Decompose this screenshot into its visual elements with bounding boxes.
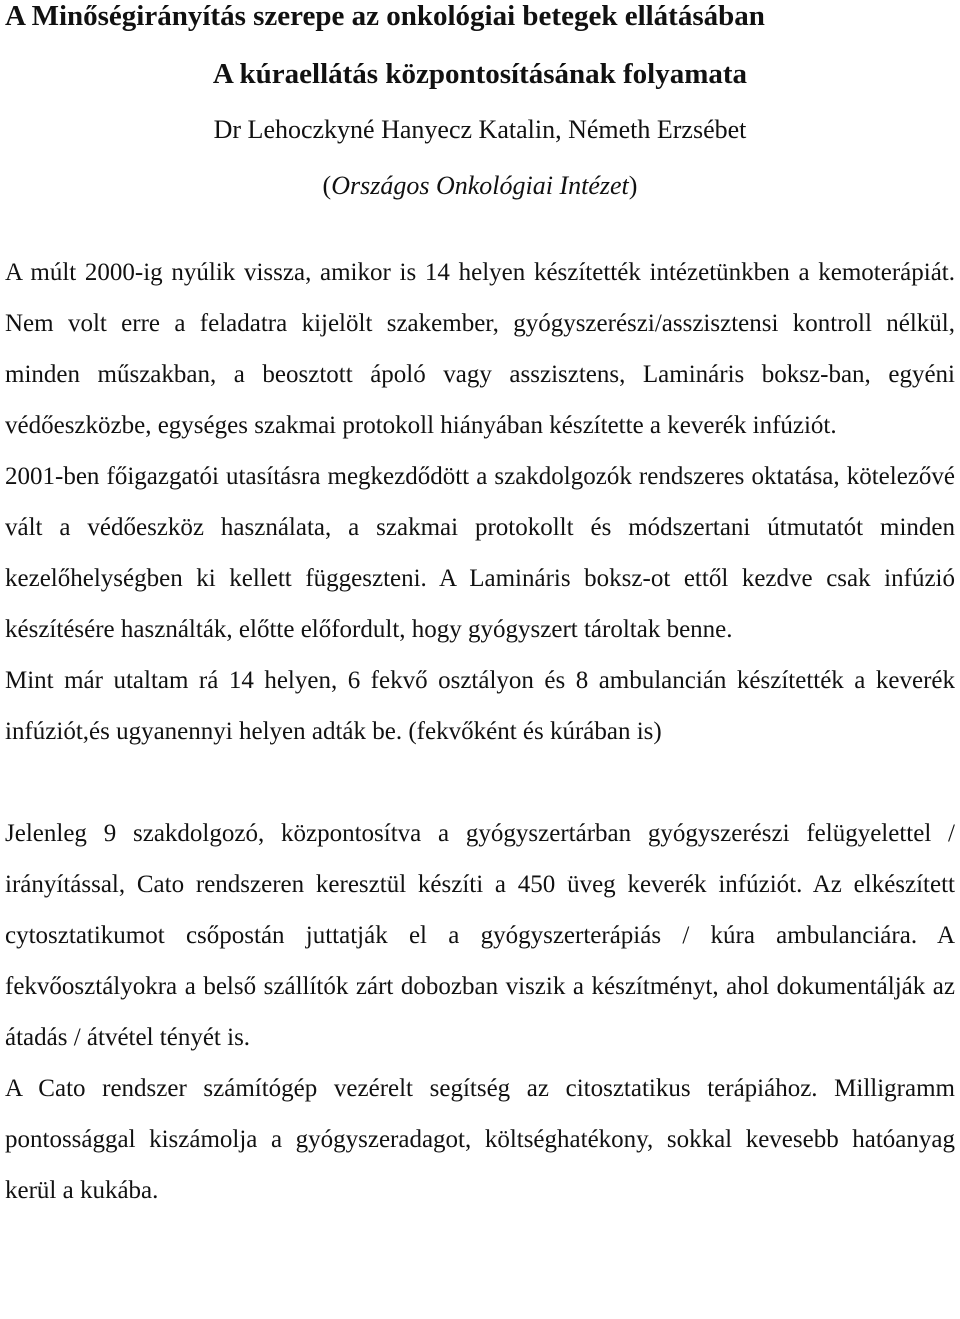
paragraph-history: A múlt 2000-ig nyúlik vissza, amikor is 14 helyen készítették intézetünkben a kemoterápiát. Nem volt erre a feladatra kijelölt szakember, gyógyszerészi/asszisztensi kontroll nélkül, minden műszakban, a beosztott ápoló vagy asszisztens, Lamináris boksz-ban, egyéni védőeszközbe, egységes szakmai protokoll hiányában készítette a keverék infúziót. [5,259,955,439]
authors-line: Dr Lehoczkyné Hanyecz Katalin, Németh Erzsébet [213,115,747,144]
affiliation-open-paren: ( [322,171,332,200]
paragraph-cato-system: A Cato rendszer számítógép vezérelt segítség az citosztatikus terápiához. Milligramm pontossággal kiszámolja a gyógyszeradagot, költséghatékony, sokkal kevesebb hatóanyag kerül a kukába. [5,1075,955,1204]
document-title: A Minőségirányítás szerepe az onkológiai betegek ellátásában [5,0,765,32]
document-subtitle: A kúraellátás központosításának folyamata [212,58,748,90]
affiliation-line [5,171,955,201]
paragraph-current-state: Jelenleg 9 szakdolgozó, központosítva a gyógyszertárban gyógyszerészi felügyelettel / irányítással, Cato rendszeren keresztül készíti a 450 üveg keverék infúziót. Az elkészített cytosztatikumot csőpostán juttatják el a gyógyszerterápiás / kúra ambulanciára. A fekvőosztályokra a belső szállítók zárt dobozban viszik a készítményt, ahol dokumentálják az átadás / átvétel tényét is. [5,820,955,1051]
document-page [5,0,955,1216]
affiliation-close-paren: ) [628,171,638,200]
affiliation-name: Országos Onkológiai Intézet [331,171,629,200]
paragraph-2001-changes: 2001-ben főigazgatói utasításra megkezdődött a szakdolgozók rendszeres oktatása, kötelezővé vált a védőeszköz használata, a szakmai protokollt és módszertani útmutatót minden kezelőhelységben ki kellett függeszteni. A Lamináris boksz-ot ettől kezdve csak infúzió készítésére használták, előtte előfordult, hogy gyógyszert tároltak benne. [5,463,955,643]
paragraph-locations: Mint már utaltam rá 14 helyen, 6 fekvő osztályon és 8 ambulancián készítették a keverék infúziót,és ugyanennyi helyen adták be. (fekvőként és kúrában is) [5,667,955,745]
